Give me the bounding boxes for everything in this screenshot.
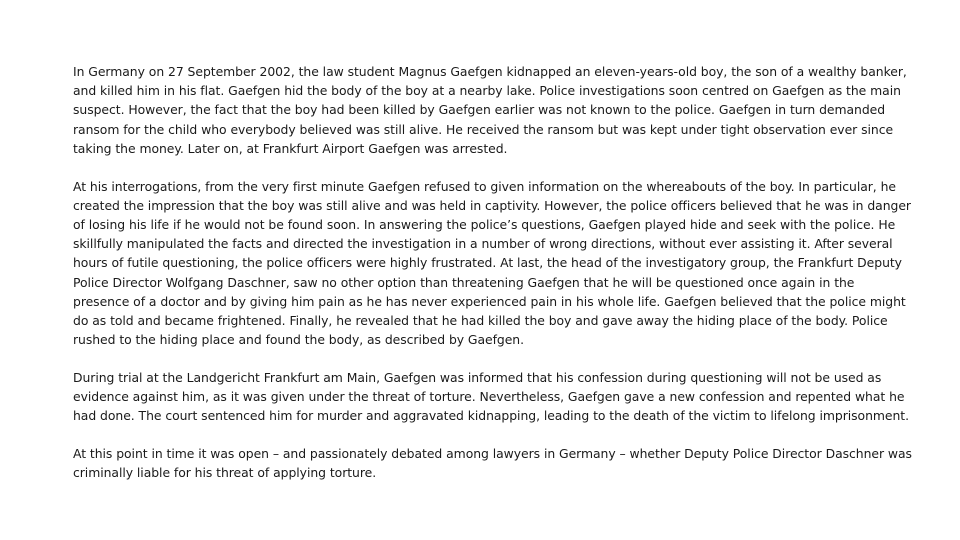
case-text-block xyxy=(73,62,913,483)
paragraph-interrogation: At his interrogations, from the very first minute Gaefgen refused to given information on the whereabouts of the boy. In particular, he created the impression that the boy was still alive and was held in captivity. However, the police officers believed that he was in danger of losing his life if he would not be found soon. In answering the police’s questions, Gaefgen played hide and seek with the police. He skillfully manipulated the facts and directed the investigation in a number of wrong directions, without ever assisting it. After several hours of futile questioning, the police officers were highly frustrated. At last, the head of the investigatory group, the Frankfurt Deputy Police Director Wolfgang Daschner, saw no other option than threatening Gaefgen that he will be questioned once again in the presence of a doctor and by giving him pain as he has never experienced pain in his whole life. Gaefgen believed that the police might do as told and became frightened. Finally, he revealed that he had killed the boy and gave away the hiding place of the body. Police rushed to the hiding place and found the body, as described by Gaefgen. xyxy=(73,178,911,348)
paragraph-question: At this point in time it was open – and passionately debated among lawyers in Germany – whether Deputy Police Director Daschner was criminally liable for his threat of applying torture. xyxy=(73,446,912,481)
paragraph-trial: During trial at the Landgericht Frankfurt am Main, Gaefgen was informed that his confession during questioning will not be used as evidence against him, as it was given under the threat of torture. Nevertheless, Gaefgen gave a new confession and repented what he had done. The court sentenced him for murder and aggravated kidnapping, leading to the death of the victim to lifelong imprisonment. xyxy=(73,370,909,424)
paragraph-kidnapping: In Germany on 27 September 2002, the law student Magnus Gaefgen kidnapped an eleven-years-old boy, the son of a wealthy banker, and killed him in his flat. Gaefgen hid the body of the boy at a nearby lake. Police investigations soon centred on Gaefgen as the main suspect. However, the fact that the boy had been killed by Gaefgen earlier was not known to the police. Gaefgen in turn demanded ransom for the child who everybody believed was still alive. He received the ransom but was kept under tight observation ever since taking the money. Later on, at Frankfurt Airport Gaefgen was arrested. xyxy=(73,64,907,156)
